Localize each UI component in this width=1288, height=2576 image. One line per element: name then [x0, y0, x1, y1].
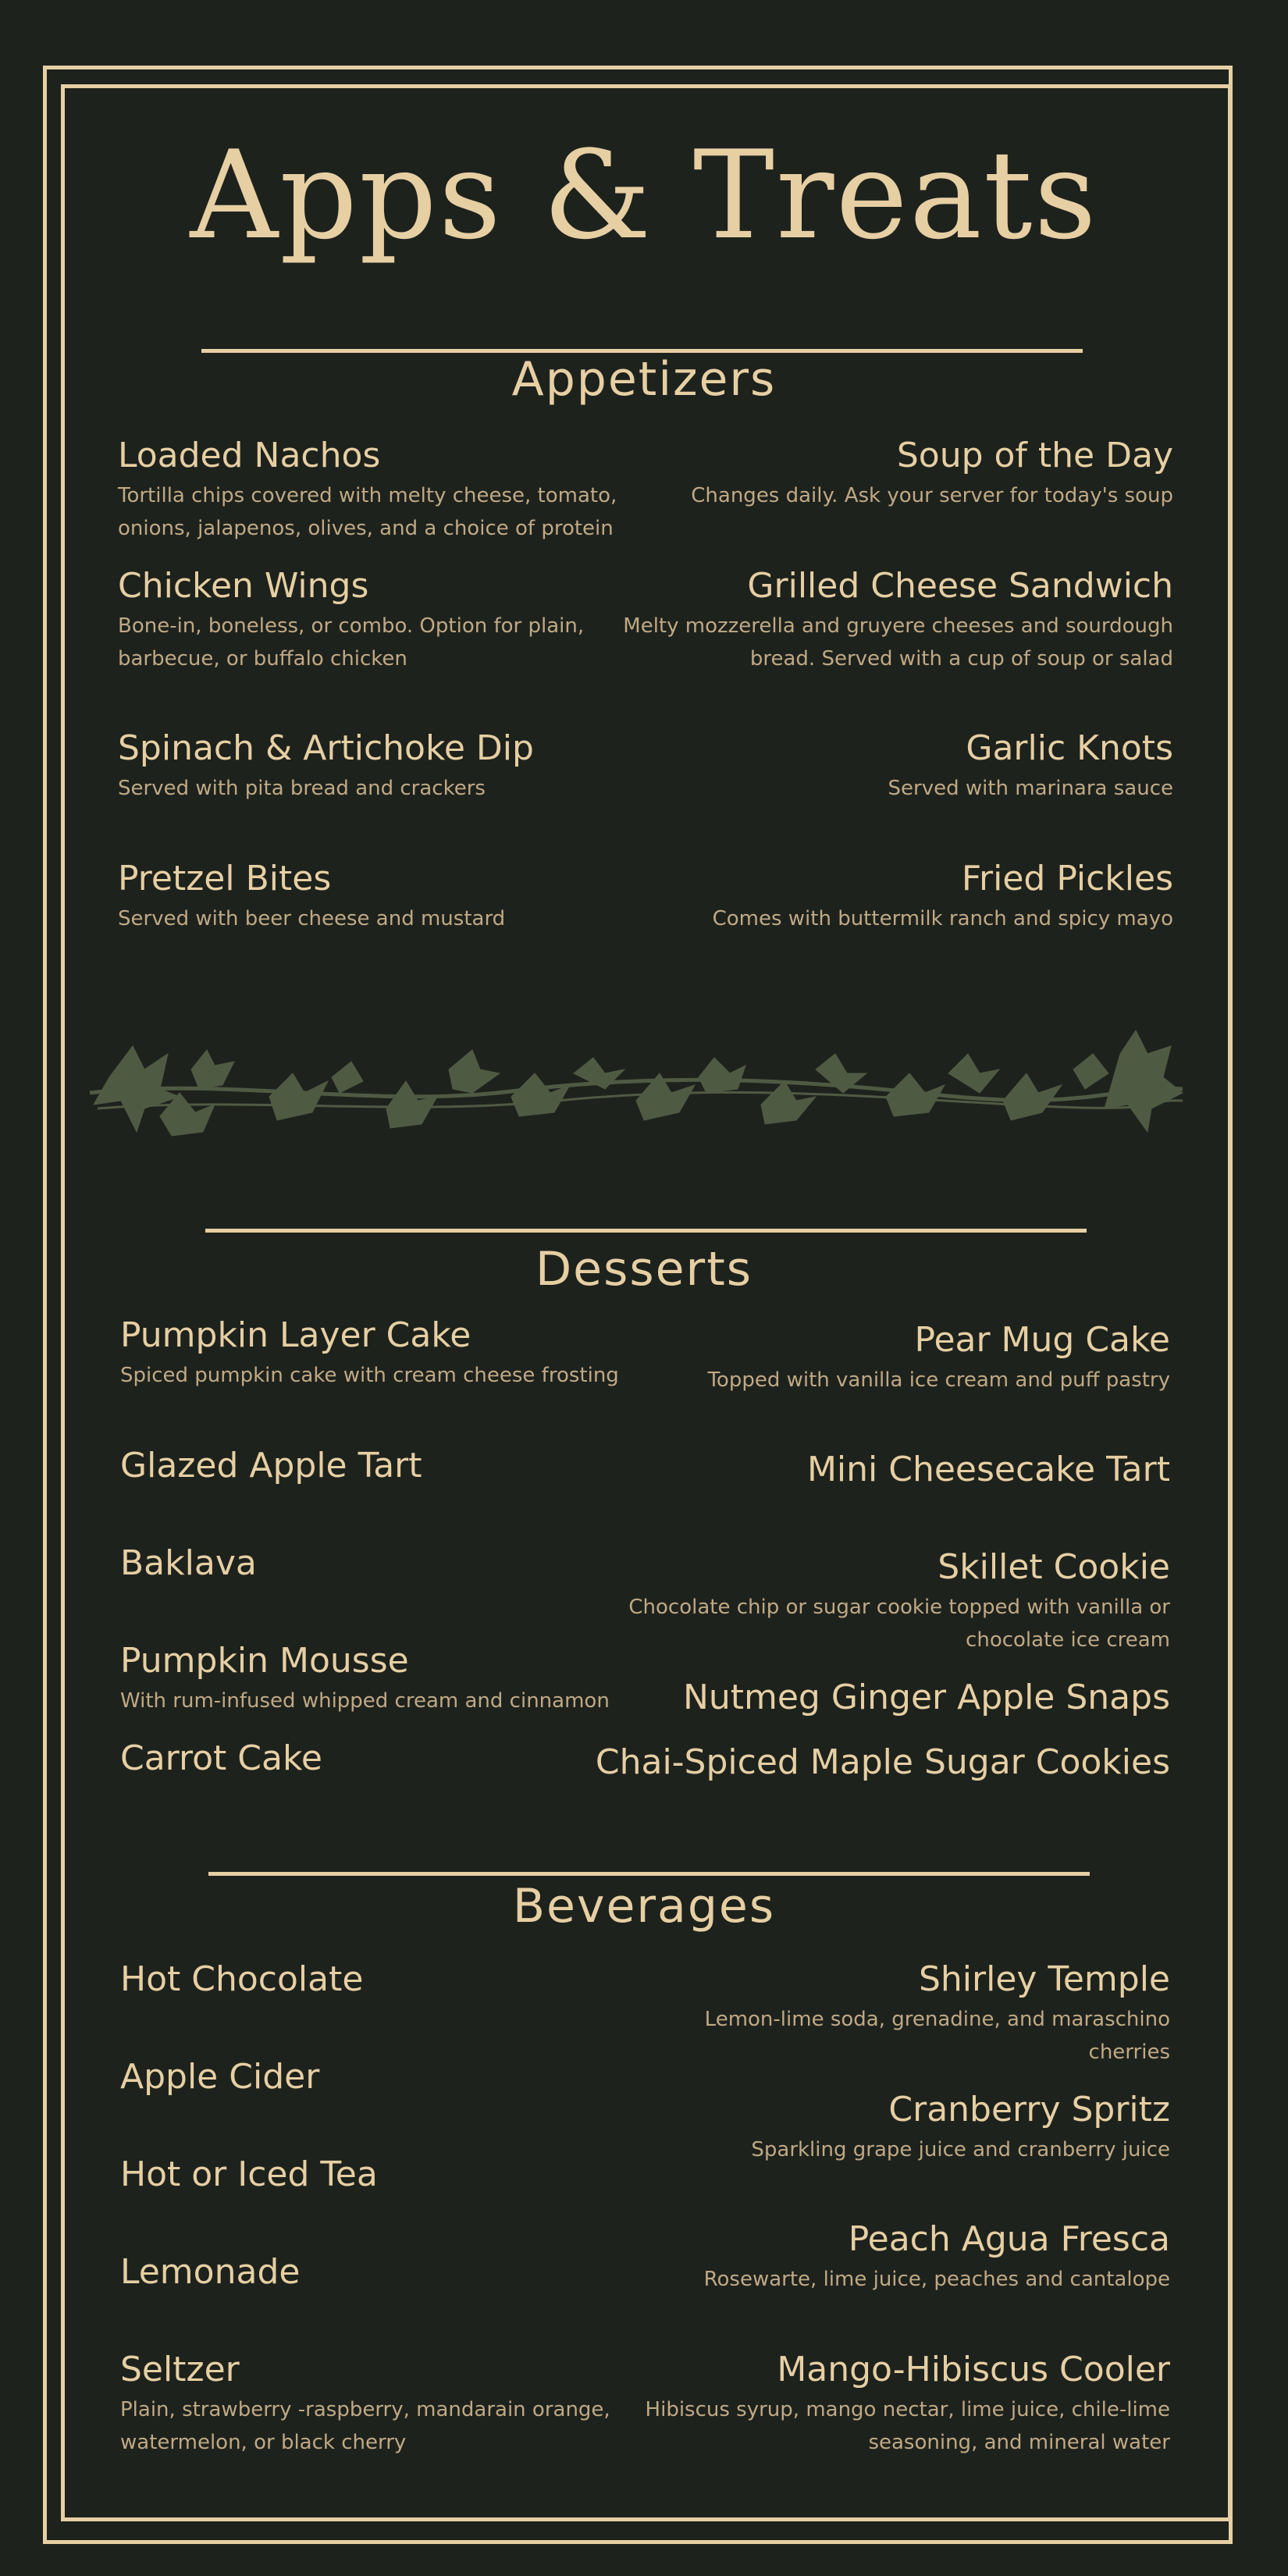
menu-item: [118, 857, 664, 935]
item-description: Rosewarte, lime juice, peaches and cantalope: [703, 2268, 1170, 2291]
menu-item: [624, 2088, 1170, 2166]
item-description: Changes daily. Ask your server for today's soup: [691, 484, 1173, 507]
item-name: Lemonade: [120, 2252, 301, 2292]
menu-item: [120, 1542, 667, 1585]
desserts-heading: Desserts: [535, 1242, 753, 1297]
item-name: Skillet Cookie: [938, 1547, 1170, 1587]
menu-item: [118, 434, 664, 545]
menu-item: [627, 727, 1173, 805]
menu-item: [118, 727, 664, 805]
menu-item: [120, 1958, 667, 2001]
item-name: Hot or Iced Tea: [120, 2154, 378, 2194]
desserts-rule: [205, 1229, 1087, 1233]
item-description: Sparkling grape juice and cranberry juice: [751, 2138, 1170, 2161]
item-description: Comes with buttermilk ranch and spicy mayo: [712, 907, 1173, 930]
item-name: Pear Mug Cake: [914, 1320, 1170, 1360]
menu-title: Apps & Treats: [190, 124, 1098, 266]
item-description: Lemon-lime soda, grenadine, and maraschino cherries: [704, 2008, 1170, 2064]
menu-item: [624, 1318, 1170, 1397]
item-name: Chai-Spiced Maple Sugar Cookies: [595, 1742, 1170, 1782]
item-name: Shirley Temple: [918, 1959, 1170, 1999]
item-name: Garlic Knots: [966, 728, 1173, 768]
item-name: Mini Cheesecake Tart: [806, 1450, 1170, 1489]
menu-item: [611, 564, 1173, 675]
item-name: Pretzel Bites: [118, 859, 332, 898]
beverages-rule: [208, 1872, 1090, 1876]
menu-item: [120, 2153, 667, 2197]
item-name: Mango-Hibiscus Cooler: [777, 2350, 1170, 2389]
menu-item: [624, 1676, 1170, 1720]
item-name: Apple Cider: [120, 2057, 320, 2097]
menu-item: [120, 1444, 667, 1488]
menu-item: [624, 1448, 1170, 1492]
item-description: With rum-infused whipped cream and cinnamon: [120, 1689, 610, 1713]
item-description: Served with beer cheese and mustard: [118, 907, 506, 930]
item-description: Topped with vanilla ice cream and puff pastry: [707, 1368, 1170, 1392]
item-name: Pumpkin Mousse: [120, 1641, 409, 1681]
item-description: Melty mozzerella and gruyere cheeses and sourdough bread. Served with a cup of soup or salad: [623, 614, 1173, 671]
item-description: Plain, strawberry -raspberry, mandarain orange, watermelon, or black cherry: [120, 2398, 610, 2454]
item-name: Fried Pickles: [961, 859, 1173, 898]
item-description: Served with marinara sauce: [888, 777, 1173, 800]
item-name: Glazed Apple Tart: [120, 1446, 422, 1485]
menu-item: [624, 2348, 1170, 2459]
item-name: Chicken Wings: [118, 566, 369, 606]
item-description: Bone-in, boneless, or combo. Option for plain, barbecue, or buffalo chicken: [118, 614, 585, 671]
item-name: Seltzer: [120, 2350, 240, 2389]
item-description: Tortilla chips covered with melty cheese, tomato, onions, jalapenos, olives, and a choice of protein: [118, 484, 617, 540]
menu-item: [120, 1639, 667, 1717]
item-description: Served with pita bread and crackers: [118, 777, 486, 800]
menu-item: [627, 434, 1173, 512]
menu-item: [120, 1314, 667, 1392]
item-description: Chocolate chip or sugar cookie topped with vanilla or chocolate ice cream: [628, 1596, 1170, 1652]
item-name: Spinach & Artichoke Dip: [118, 728, 534, 768]
beverages-heading: Beverages: [512, 1879, 776, 1934]
item-description: Spiced pumpkin cake with cream cheese frosting: [120, 1364, 619, 1387]
item-description: Hibiscus syrup, mango nectar, lime juice, chile-lime seasoning, and mineral water: [645, 2398, 1170, 2454]
item-name: Loaded Nachos: [118, 436, 381, 475]
menu-item: [624, 1546, 1170, 1656]
item-name: Nutmeg Ginger Apple Snaps: [682, 1678, 1170, 1717]
item-name: Grilled Cheese Sandwich: [747, 566, 1173, 606]
item-name: Pumpkin Layer Cake: [120, 1315, 471, 1355]
item-name: Baklava: [120, 1543, 257, 1583]
menu-item: [118, 564, 664, 675]
menu-item: [120, 2348, 667, 2459]
menu-item: [624, 2218, 1170, 2296]
menu-item: [627, 857, 1173, 935]
item-name: Soup of the Day: [896, 436, 1173, 475]
vine-decoration: [74, 1023, 1198, 1147]
menu-item: [624, 1958, 1170, 2069]
menu-item: [120, 2250, 667, 2294]
appetizers-heading: Appetizers: [511, 352, 777, 407]
item-name: Peach Agua Fresca: [848, 2219, 1170, 2259]
item-name: Carrot Cake: [120, 1738, 322, 1778]
menu-item: [561, 1741, 1170, 1784]
item-name: Cranberry Spritz: [888, 2090, 1170, 2129]
menu-item: [120, 2055, 667, 2099]
item-name: Hot Chocolate: [120, 1959, 364, 1999]
